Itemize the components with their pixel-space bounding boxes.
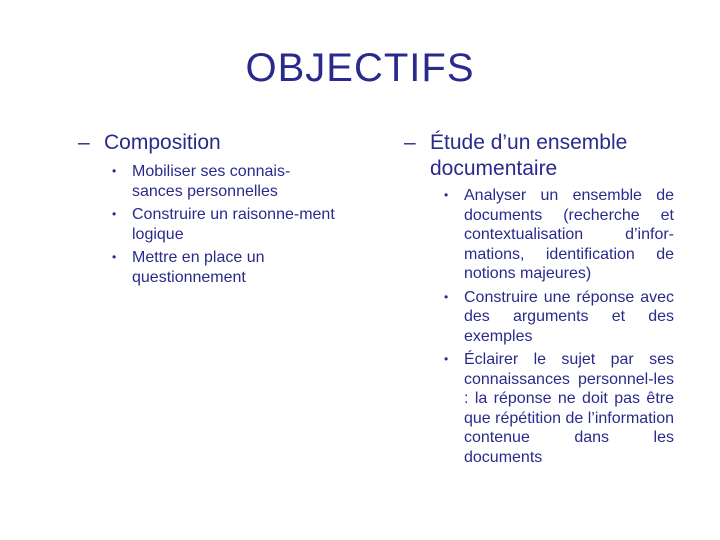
list-item: [112, 205, 340, 244]
bullet-icon: •: [112, 250, 117, 264]
list-item: [444, 186, 674, 284]
bullet-icon: •: [444, 188, 449, 202]
list-item-text: Construire un raisonne-ment logique: [132, 206, 335, 243]
list-item-text: Construire une réponse avec des arguments et des exemples: [464, 288, 674, 345]
list-item: [112, 162, 340, 201]
left-heading-text: Composition: [104, 131, 221, 154]
list-item-text: Analyser un ensemble de documents (recherche et contextualisation d’infor-mations, identification de notions majeures): [464, 187, 674, 282]
heading-dash: –: [78, 131, 90, 154]
left-heading: [78, 130, 340, 156]
bullet-icon: •: [444, 289, 449, 304]
list-item: [444, 288, 674, 347]
list-item: [444, 350, 674, 467]
list-item-text: Mettre en place un questionnement: [132, 249, 265, 286]
right-heading-text: Étude d’un ensemble documentaire: [430, 131, 628, 180]
bullet-icon: •: [444, 352, 449, 366]
left-bullet-list: [78, 162, 340, 287]
right-column: [404, 130, 674, 467]
list-item-text: Mobiliser ses connais-sances personnelles: [132, 163, 291, 200]
bullet-icon: •: [112, 164, 117, 178]
right-bullet-list: [404, 186, 674, 467]
slide-title: OBJECTIFS: [245, 46, 475, 90]
list-item-text: Éclairer le sujet par ses connaissances personnel-les : la réponse ne doit pas être que répétition de l’information contenue dans les documents: [464, 351, 674, 466]
right-heading: [404, 130, 674, 182]
bullet-icon: •: [112, 207, 117, 221]
left-column: [78, 130, 340, 287]
heading-dash: –: [404, 131, 416, 154]
list-item: [112, 248, 340, 287]
